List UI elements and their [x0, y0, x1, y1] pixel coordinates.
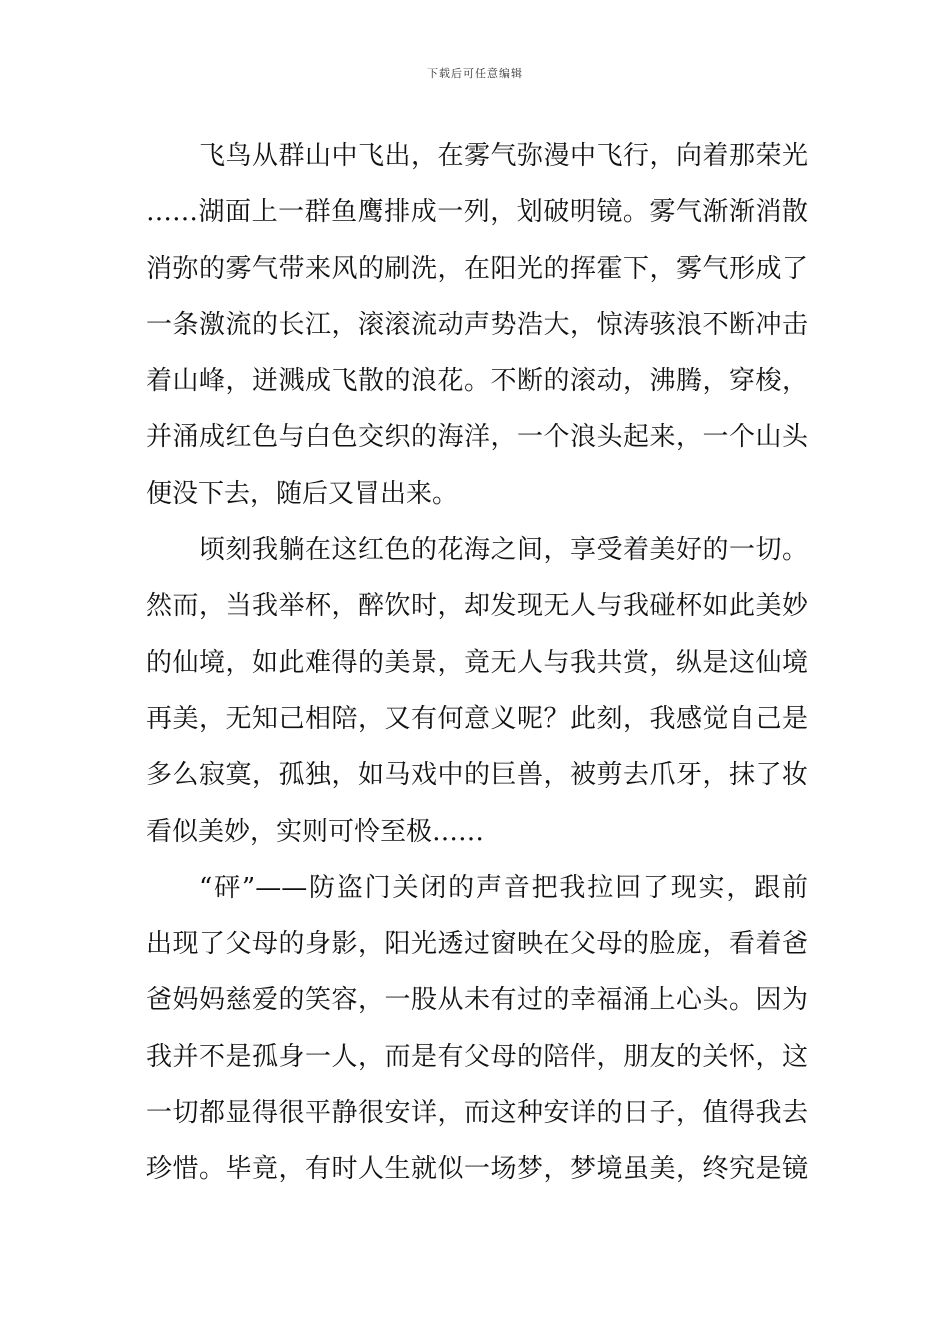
- text-line: 并涌成红色与白色交织的海洋，一个浪头起来，一个山头: [146, 422, 808, 453]
- text-line: 再美，无知己相陪，又有何意义呢？此刻，我感觉自己是: [146, 703, 808, 734]
- text-line: 顷刻我躺在这红色的花海之间，享受着美好的一切。: [199, 535, 808, 566]
- document-body: [146, 128, 808, 1198]
- paragraph-1: [146, 128, 808, 522]
- text-line: 着山峰，迸溅成飞散的浪花。不断的滚动，沸腾，穿梭，: [146, 366, 808, 397]
- text-line: 消弥的雾气带来风的刷洗，在阳光的挥霍下，雾气形成了: [146, 253, 808, 284]
- text-line: “砰”——防盗门关闭的声音把我拉回了现实，跟前: [199, 872, 808, 903]
- text-line: 飞鸟从群山中飞出，在雾气弥漫中飞行，向着那荣光: [199, 141, 808, 171]
- text-line: 出现了父母的身影，阳光透过窗映在父母的脸庞，看着爸: [146, 929, 808, 960]
- page-header: 下载后可任意编辑: [427, 67, 523, 80]
- text-line: 珍惜。毕竟，有时人生就似一场梦，梦境虽美，终究是镜: [146, 1154, 808, 1185]
- text-line: 便没下去，随后又冒出来。: [146, 478, 459, 509]
- paragraph-3: [146, 860, 808, 1198]
- text-line: 多么寂寞，孤独，如马戏中的巨兽，被剪去爪牙，抹了妆: [146, 760, 808, 791]
- text-line: ……湖面上一群鱼鹰排成一列，划破明镜。雾气渐渐消散: [146, 197, 808, 228]
- text-line: 一切都显得很平静很安详，而这种安详的日子，值得我去: [146, 1098, 808, 1129]
- text-line: 然而，当我举杯，醉饮时，却发现无人与我碰杯如此美妙: [146, 591, 808, 622]
- text-line: 爸妈妈慈爱的笑容，一股从未有过的幸福涌上心头。因为: [146, 985, 808, 1016]
- text-line: 一条激流的长江，滚滚流动声势浩大，惊涛骇浪不断冲击: [146, 309, 808, 340]
- text-line: 的仙境，如此难得的美景，竟无人与我共赏，纵是这仙境: [146, 647, 808, 678]
- text-line: 我并不是孤身一人，而是有父母的陪伴，朋友的关怀，这: [146, 1041, 808, 1072]
- text-line: 看似美妙，实则可怜至极……: [146, 816, 485, 847]
- paragraph-2: [146, 522, 808, 860]
